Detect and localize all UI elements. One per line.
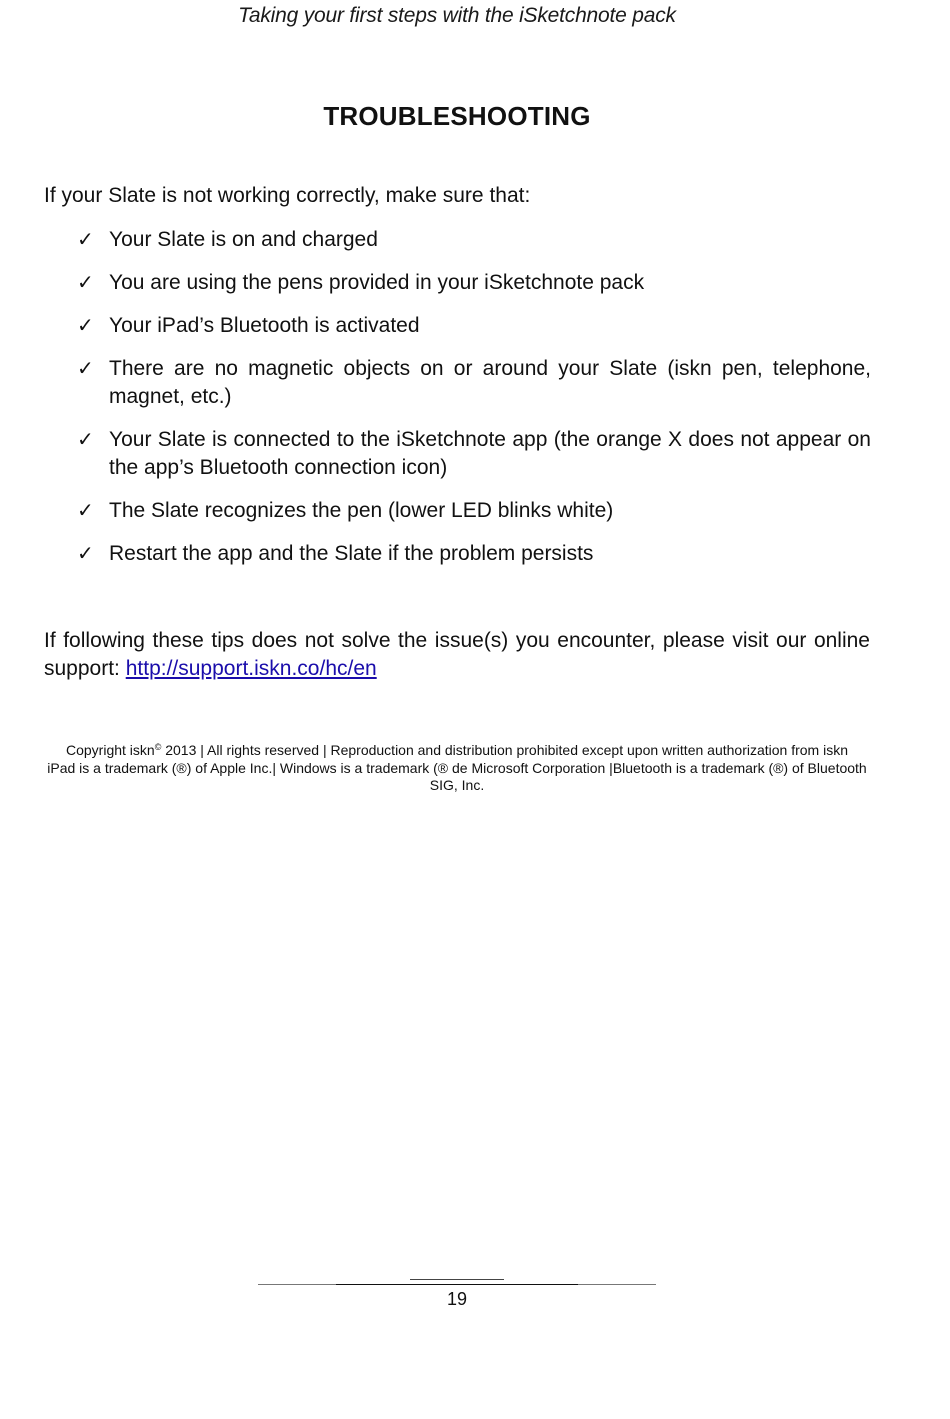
page-header: Taking your first steps with the iSketchnote pack	[238, 4, 676, 27]
page-number: 19	[446, 1289, 468, 1309]
checkmark-icon: ✓	[77, 315, 94, 337]
checkmark-icon: ✓	[77, 272, 94, 294]
footer-divider-center	[336, 1284, 578, 1285]
checklist-item-text: Your Slate is connected to the iSketchnote app (the orange X does not appear on the app’s Bluetooth connection icon)	[109, 428, 871, 479]
checklist-item	[0, 540, 871, 568]
copyright-line2: iPad is a trademark (®) of Apple Inc.| Windows is a trademark (® de Microsoft Corporation |Bluetooth is a trademark (®) of Bluetooth SIG, Inc.	[47, 759, 867, 793]
checkmark-icon: ✓	[77, 229, 94, 251]
checklist-item-text: Your iPad’s Bluetooth is activated	[109, 314, 420, 337]
checkmark-icon: ✓	[77, 543, 94, 565]
copyright-symbol: ©	[154, 742, 162, 752]
checklist-item	[0, 497, 871, 525]
support-paragraph	[44, 627, 870, 683]
checklist-item-text: There are no magnetic objects on or around your Slate (iskn pen, telephone, magnet, etc.)	[109, 357, 871, 408]
checklist-item	[0, 269, 871, 297]
support-link[interactable]: http://support.iskn.co/hc/en	[125, 657, 377, 680]
intro-text: If your Slate is not working correctly, make sure that:	[44, 184, 531, 207]
checkmark-icon: ✓	[77, 358, 94, 380]
checklist-item	[0, 426, 871, 482]
troubleshooting-checklist	[0, 226, 950, 583]
support-text: If following these tips does not solve the issue(s) you encounter, please visit our online support:	[44, 629, 870, 680]
checkmark-icon: ✓	[77, 500, 94, 522]
copyright-prefix: Copyright iskn	[66, 742, 155, 758]
checklist-item	[0, 355, 871, 411]
footer-divider-short	[410, 1279, 504, 1280]
checklist-item-text: The Slate recognizes the pen (lower LED blinks white)	[109, 499, 614, 522]
checklist-item-text: You are using the pens provided in your iSketchnote pack	[109, 271, 645, 294]
page-title: TROUBLESHOOTING	[323, 101, 591, 131]
checklist-item	[0, 226, 871, 254]
checkmark-icon: ✓	[77, 429, 94, 451]
copyright-line1: 2013 | All rights reserved | Reproduction and distribution prohibited except upon written authorization from iskn	[161, 742, 848, 758]
checklist-item-text: Restart the app and the Slate if the problem persists	[109, 542, 594, 565]
checklist-item-text: Your Slate is on and charged	[109, 228, 378, 251]
checklist-item	[0, 312, 871, 340]
copyright-notice	[40, 742, 874, 795]
